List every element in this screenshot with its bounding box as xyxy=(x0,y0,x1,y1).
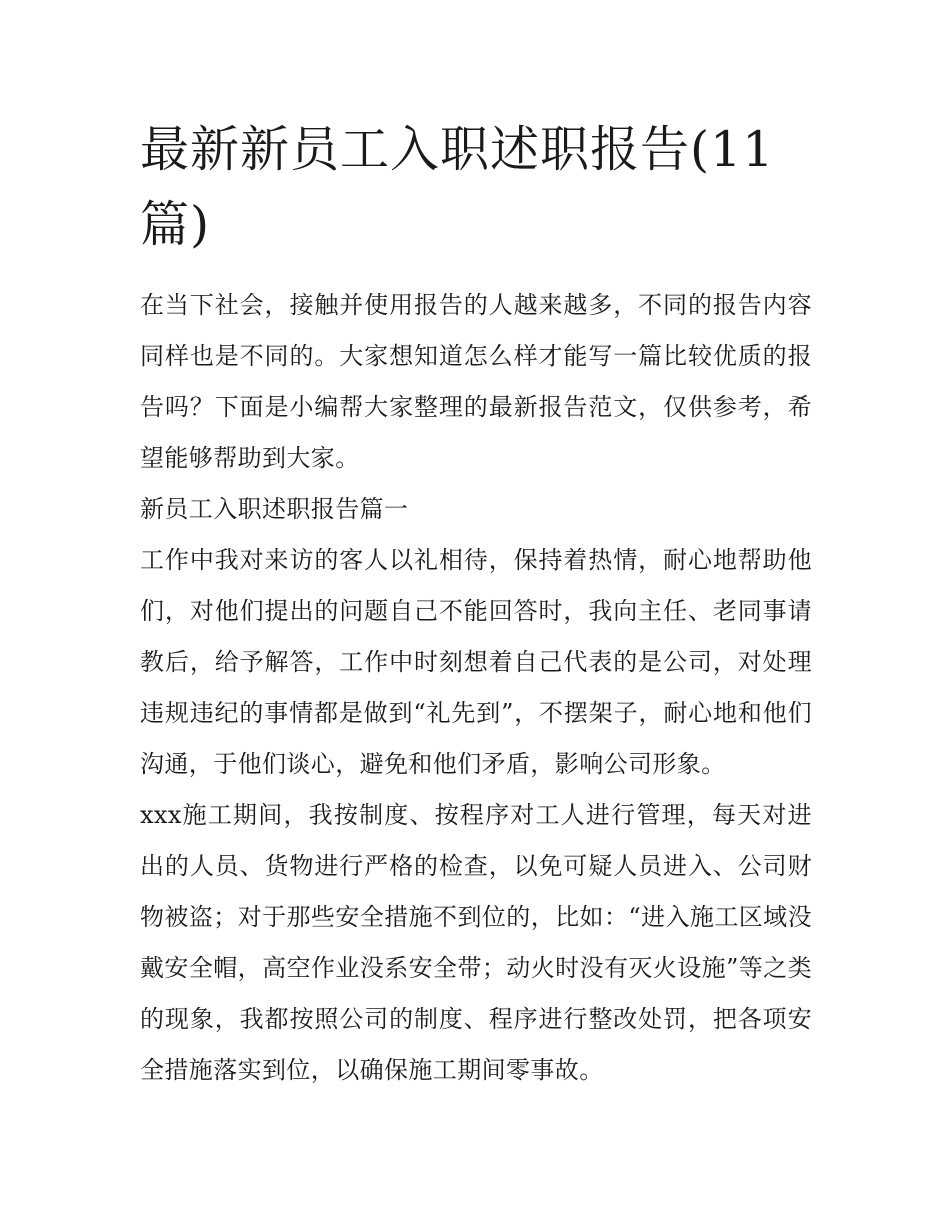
document-body xyxy=(140,280,812,1096)
intro-paragraph: 在当下社会，接触并使用报告的人越来越多，不同的报告内容同样也是不同的。大家想知道怎么样才能写一篇比较优质的报告吗？下面是小编帮大家整理的最新报告范文，仅供参考，希望能够帮助到大家。 xyxy=(140,291,812,472)
document-title: 最新新员工入职述职报告(11篇) xyxy=(140,121,775,253)
section-heading: 新员工入职述职报告篇一 xyxy=(140,495,409,523)
document-content xyxy=(140,112,812,1096)
body-paragraph: 工作中我对来访的客人以礼相待，保持着热情，耐心地帮助他们，对他们提出的问题自己不能回答时，我向主任、老同事请教后，给予解答，工作中时刻想着自己代表的是公司，对处理违规违纪的事情都是做到“礼先到”，不摆架子，耐心地和他们沟通，于他们谈心，避免和他们矛盾，影响公司形象。 xyxy=(140,546,812,778)
body-paragraph: xxx施工期间，我按制度、按程序对工人进行管理，每天对进出的人员、货物进行严格的检查，以免可疑人员进入、公司财物被盗；对于那些安全措施不到位的，比如：“进入施工区域没戴安全帽，高空作业没系安全带；动火时没有灭火设施”等之类的现象，我都按照公司的制度、程序进行整改处罚，把各项安全措施落实到位，以确保施工期间零事故。 xyxy=(140,801,812,1084)
